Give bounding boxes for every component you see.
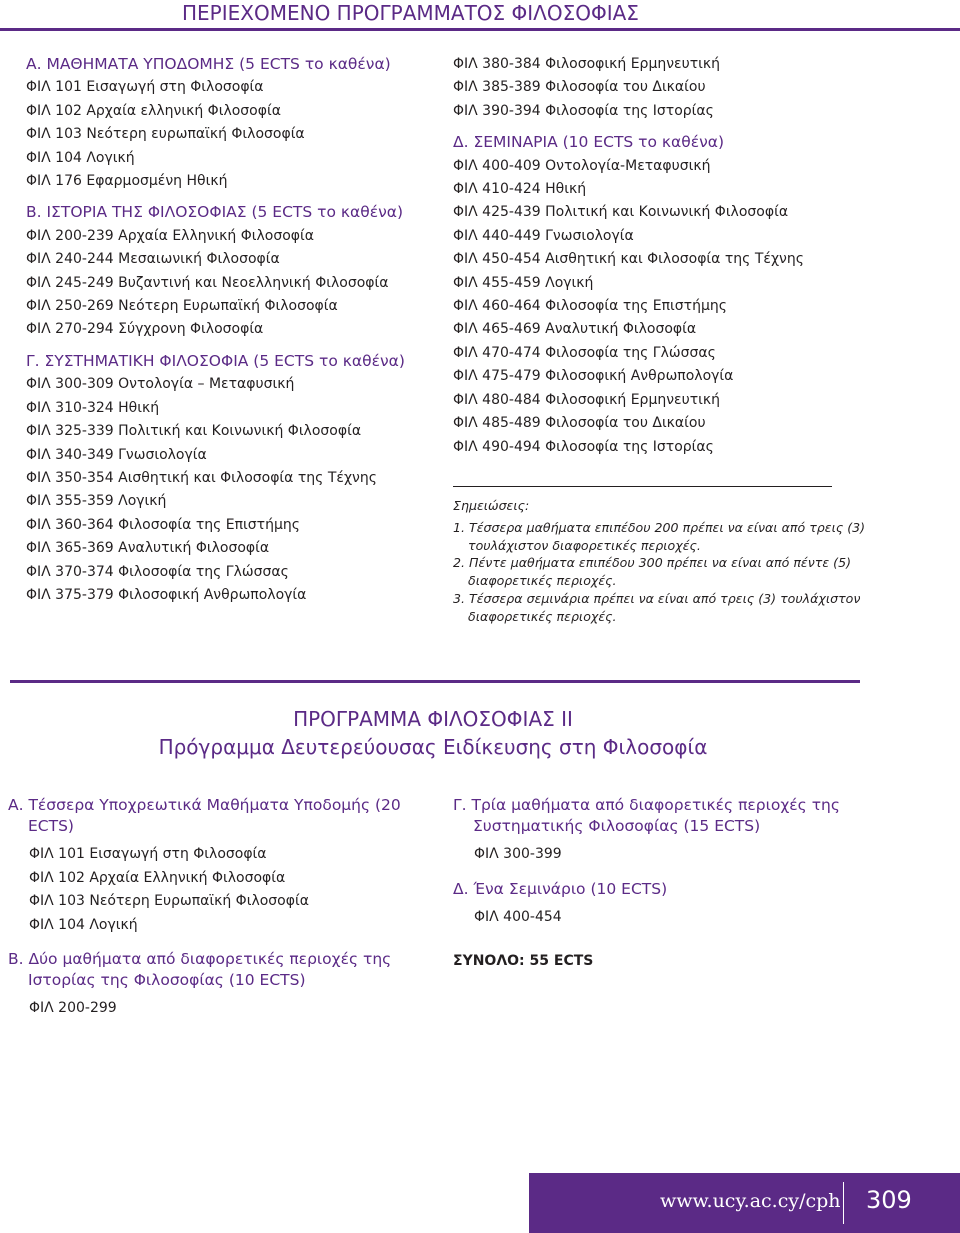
course-item: ΦΙΛ 103 Νεότερη Ευρωπαϊκή Φιλοσοφία [29,893,309,909]
course-item: ΦΙΛ 370-374 Φιλοσοφία της Γλώσσας [26,563,289,580]
course-item: ΦΙΛ 104 Λογική [26,149,135,166]
course-item: ΦΙΛ 104 Λογική [29,916,138,933]
course-item: ΦΙΛ 480-484 Φιλοσοφική Ερμηνευτική [453,391,721,408]
course-item: ΦΙΛ 102 Αρχαία Ελληνική Φιλοσοφία [29,869,286,886]
program2-left-column [8,795,428,1021]
page-header-title: ΠΕΡΙΕΧΟΜΕΝΟ ΠΡΟΓΡΑΜΜΑΤΟΣ ΦΙΛΟΣΟΦΙΑΣ [182,1,639,25]
course-item: ΦΙΛ 390-394 Φιλοσοφία της Ιστορίας [453,102,714,119]
course-item: ΦΙΛ 250-269 Νεότερη Ευρωπαϊκή Φιλοσοφία [26,298,338,315]
course-item: ΦΙΛ 245-249 Βυζαντινή και Νεοελληνική Φιλοσοφία [26,274,389,291]
course-item: ΦΙΛ 355-359 Λογική [26,493,167,510]
course-item: ΦΙΛ 102 Αρχαία ελληνική Φιλοσοφία [26,102,281,119]
course-item: ΦΙΛ 300-309 Οντολογία – Μεταφυσική [26,376,295,393]
course-item: ΦΙΛ 490-494 Φιλοσοφία της Ιστορίας [453,438,714,455]
course-item: ΦΙΛ 300-399 [474,846,562,862]
course-item: ΦΙΛ 240-244 Μεσαιωνική Φιλοσοφία [26,251,280,268]
course-item: ΦΙΛ 176 Εφαρμοσμένη Ηθική [26,173,228,190]
course-item: ΦΙΛ 325-339 Πολιτική και Κοινωνική Φιλοσοφία [26,423,362,440]
course-item: ΦΙΛ 270-294 Σύγχρονη Φιλοσοφία [26,321,264,338]
course-item: ΦΙΛ 460-464 Φιλοσοφία της Επιστήμης [453,298,727,315]
program2-title-block [0,705,866,761]
p2-section-c-heading: Γ. Τρία μαθήματα από διαφορετικές περιοχές της Συστηματικής Φιλοσοφίας (15 ECTS) [453,796,840,835]
program1-left-column [26,53,405,607]
course-item: ΦΙΛ 400-409 Οντολογία-Μεταφυσική [453,157,711,174]
course-item: ΦΙΛ 200-239 Αρχαία Ελληνική Φιλοσοφία [26,227,314,244]
note-item: 3. Τέσσερα σεμινάρια πρέπει να είναι από τρεις (3) τουλάχιστον διαφορετικές περιοχές. [453,590,861,624]
course-item: ΦΙΛ 450-454 Αισθητική και Φιλοσοφία της Τέχνης [453,251,804,268]
p2-section-b-heading: Β. Δύο μαθήματα από διαφορετικές περιοχές της Ιστορίας της Φιλοσοφίας (10 ECTS) [8,950,392,989]
note-item: 1. Τέσσερα μαθήματα επιπέδου 200 πρέπει να είναι από τρεις (3) τουλάχιστον διαφορετικές περιοχές. [453,519,866,553]
course-item: ΦΙΛ 103 Νεότερη ευρωπαϊκή Φιλοσοφία [26,126,305,143]
notes-block [453,497,873,626]
course-item: ΦΙΛ 375-379 Φιλοσοφική Ανθρωπολογία [26,586,307,603]
notes-divider [453,486,832,487]
footer-separator [843,1182,844,1224]
course-item: ΦΙΛ 101 Εισαγωγή στη Φιλοσοφία [29,846,267,862]
course-item: ΦΙΛ 101 Εισαγωγή στη Φιλοσοφία [26,79,264,96]
notes-heading: Σημειώσεις: [453,498,530,513]
course-item: ΦΙΛ 470-474 Φιλοσοφία της Γλώσσας [453,344,716,361]
total-ects: ΣΥΝΟΛΟ: 55 ECTS [453,953,594,969]
course-item: ΦΙΛ 410-424 Ηθική [453,181,587,198]
note-item: 2. Πέντε μαθήματα επιπέδου 300 πρέπει να είναι από πέντε (5) διαφορετικές περιοχές. [453,555,852,589]
course-item: ΦΙΛ 400-454 [474,908,562,925]
course-item: ΦΙΛ 360-364 Φιλοσοφία της Επιστήμης [26,516,300,533]
header-divider [0,28,960,31]
section-b-heading: Β. ΙΣΤΟΡΙΑ ΤΗΣ ΦΙΛΟΣΟΦΙΑΣ (5 ECTS το καθένα) [26,203,404,222]
course-item: ΦΙΛ 340-349 Γνωσιολογία [26,446,207,463]
section-divider [10,680,860,683]
footer-url: www.ucy.ac.cy/cph [660,1190,841,1212]
p2-section-d-heading: Δ. Ένα Σεμινάριο (10 ECTS) [453,879,668,898]
p2-section-a-heading: Α. Τέσσερα Υποχρεωτικά Μαθήματα Υποδομής (20 ECTS) [8,796,401,835]
course-item: ΦΙΛ 465-469 Αναλυτική Φιλοσοφία [453,321,697,338]
course-item: ΦΙΛ 440-449 Γνωσιολογία [453,227,634,244]
section-a-heading: Α. ΜΑΘΗΜΑΤΑ ΥΠΟΔΟΜΗΣ (5 ECTS το καθένα) [26,55,391,73]
section-d-heading: Δ. ΣΕΜΙΝΑΡΙΑ (10 ECTS το καθένα) [453,133,725,152]
course-item: ΦΙΛ 425-439 Πολιτική και Κοινωνική Φιλοσοφία [453,204,789,221]
section-c-heading: Γ. ΣΥΣΤΗΜΑΤΙΚΗ ΦΙΛΟΣΟΦΙΑ (5 ECTS το καθένα) [26,351,405,370]
course-item: ΦΙΛ 350-354 Αισθητική και Φιλοσοφία της Τέχνης [26,469,377,486]
page-number: 309 [866,1186,912,1214]
course-item: ΦΙΛ 380-384 Φιλοσοφική Ερμηνευτική [453,56,721,72]
program2-right-column [453,795,873,969]
program2-title: ΠΡΟΓΡΑΜΜΑ ΦΙΛΟΣΟΦΙΑΣ ΙΙ [293,707,573,731]
course-item: ΦΙΛ 485-489 Φιλοσοφία του Δικαίου [453,415,706,432]
course-item: ΦΙΛ 455-459 Λογική [453,274,594,291]
course-item: ΦΙΛ 310-324 Ηθική [26,399,160,416]
course-item: ΦΙΛ 200-299 [29,1000,117,1016]
program1-right-column [453,53,804,459]
course-item: ΦΙΛ 385-389 Φιλοσοφία του Δικαίου [453,79,706,96]
course-item: ΦΙΛ 365-369 Αναλυτική Φιλοσοφία [26,540,270,557]
program2-subtitle: Πρόγραμμα Δευτερεύουσας Ειδίκευσης στη Φιλοσοφία [158,735,708,759]
course-item: ΦΙΛ 475-479 Φιλοσοφική Ανθρωπολογία [453,368,734,385]
